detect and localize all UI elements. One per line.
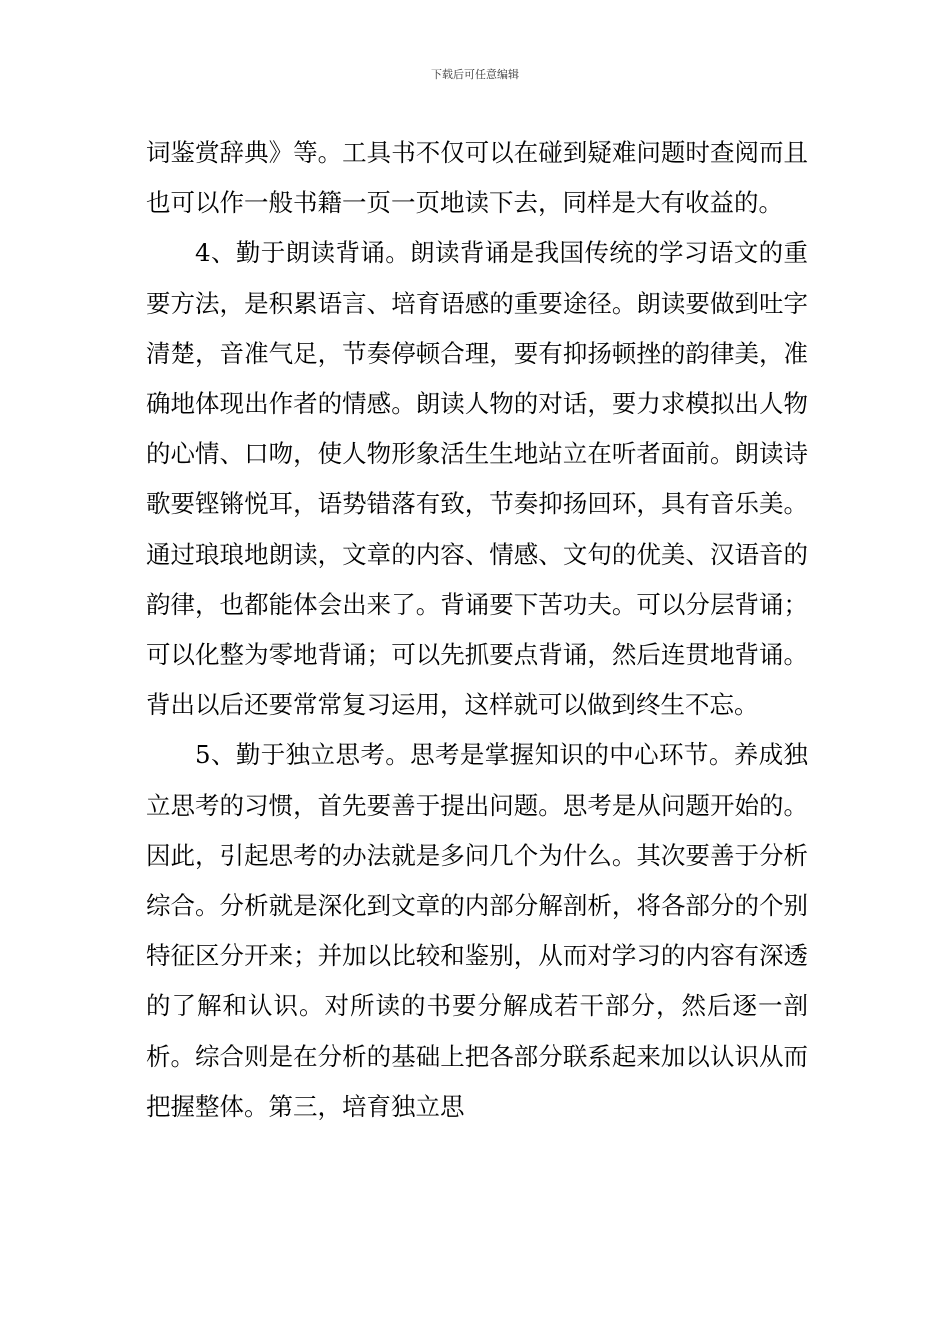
body-text <box>146 128 808 1132</box>
paragraph-independent-thinking: 5、勤于独立思考。思考是掌握知识的中心环节。养成独立思考的习惯，首先要善于提出问题。思考是从问题开始的。因此，引起思考的办法就是多问几个为什么。其次要善于分析综合。分析就是深化到文章的内部分解剖析，将各部分的个别特征区分开来；并加以比较和鉴别，从而对学习的内容有深透的了解和认识。对所读的书要分解成若干部分，然后逐一剖析。综合则是在分析的基础上把各部分联系起来加以认识从而把握整体。第三，培育独立思 <box>146 740 808 1121</box>
paragraph-continuation: 词鉴赏辞典》等。工具书不仅可以在碰到疑难问题时查阅而且也可以作一般书籍一页一页地读下去，同样是大有收益的。 <box>146 138 808 218</box>
paragraph-reading-recitation: 4、勤于朗读背诵。朗读背诵是我国传统的学习语文的重要方法，是积累语言、培育语感的重要途径。朗读要做到吐字清楚，音准气足，节奏停顿合理，要有抑扬顿挫的韵律美，准确地体现出作者的情感。朗读人物的对话，要力求模拟出人物的心情、口吻，使人物形象活生生地站立在听者面前。朗读诗歌要铿锵悦耳，语势错落有致，节奏抑扬回环，具有音乐美。通过琅琅地朗读，文章的内容、情感、文句的优美、汉语音的韵律，也都能体会出来了。背诵要下苦功夫。可以分层背诵；可以化整为零地背诵；可以先抓要点背诵，然后连贯地背诵。背出以后还要常常复习运用，这样就可以做到终生不忘。 <box>146 238 808 720</box>
page-header-note: 下载后可任意编辑 <box>431 68 519 81</box>
